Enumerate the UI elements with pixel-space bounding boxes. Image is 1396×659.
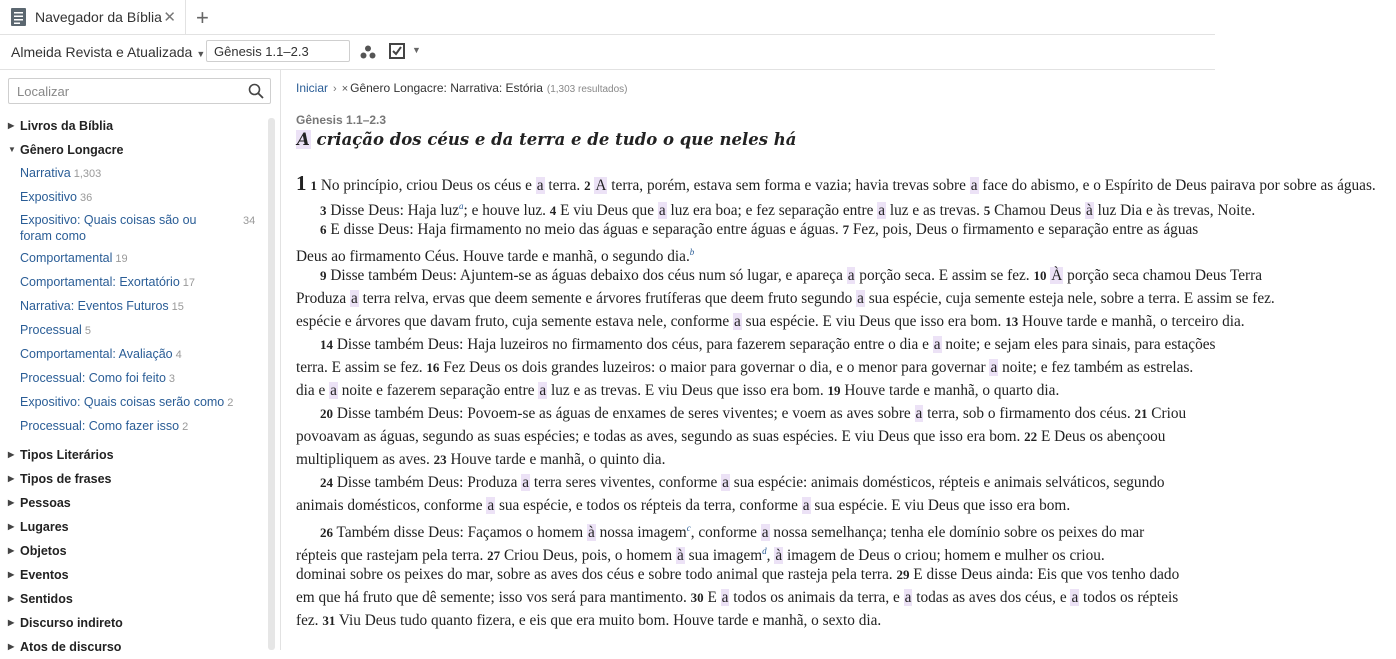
expand-icon: ▶ bbox=[8, 546, 15, 555]
expand-icon: ▶ bbox=[8, 642, 15, 651]
sidebar bbox=[0, 70, 281, 654]
chevron-down-icon: ▼ bbox=[196, 49, 206, 59]
tab-bar bbox=[0, 0, 1215, 35]
plus-icon[interactable]: + bbox=[196, 5, 209, 30]
tree-node-senses[interactable]: ▶ Sentidos bbox=[0, 587, 266, 611]
passage-text: 1 1 No princípio, criou Deus os céus e a terra. 2 A terra, porém, estava sem forma e vazia; havia trevas sobre a face do abismo, e o Espírito de Deus pairava por sobre as águas. 3 Disse Deus: Haja luz$^a$; e houve luz. 4 E viu Deus que a luz era boa; e fez separação entre a luz e as trevas. 5 Chamou Deus à luz Dia e às trevas, Noite. 6 E disse Deus: Haja firmamento no meio das águas e separação entre águas e águas. 7 Fez, pois, Deus o firmamento e separação entre as águas Deus ao firmamento Céus. Houve tarde e manhã, o segundo dia.$^b$ 9 Disse também Deus: Ajuntem-se as águas debaixo dos céus num só lugar, e apareça a porção seca. E assim se fez. 10 À porção seca chamou Deus Terra Produza a terra relva, ervas que deem semente e árvores frutíferas que deem fruto segundo a sua espécie, cuja semente esteja nele, sobre a terra. E assim se fez. espécie e árvores que davam fruto, cuja semente estava nele, conforme a sua espécie. E viu Deus que isso era bom. 13 Houve tarde e manhã, o terceiro dia. 14 Disse também Deus: Haja luzeiros no firmamento dos céus, para fazerem separação entre o dia e a noite; e sejam eles para sinais, para estações terra. E assim se fez. 16 Fez Deus os dois grandes luzeiros: o maior para governar o dia, e o menor para governar a noite; e fez também as estrelas. dia e a noite e fazerem separação entre a luz e as trevas. E viu Deus que isso era bom. 19 Houve tarde e manhã, o quarto dia. 20 Disse também Deus: Povoem-se as águas de enxames de seres viventes; e voem as aves sobre a terra, sob o firmamento dos céus. 21 Criou povoavam as águas, segundo as suas espécies; e todas as aves, segundo as suas espécies. E viu Deus que isso era bom. 22 E Deus os abençoou multipliquem as aves. 23 Houve tarde e manhã, o quinto dia. 24 Disse também Deus: Produza a terra seres viventes, conforme a sua espécie: animais domésticos, répteis e animais selváticos, segundo animais domésticos, conforme a sua espécie, e todos os répteis da terra, conforme a sua espécie. E viu Deus que isso era bom. 26 Também disse Deus: Façamos o homem à nossa imagem$^c$, conforme a nossa semelhança; tenha ele domínio sobre os peixes do mar répteis que rastejam pela terra. 27 Criou Deus, pois, o homem à sua imagem$^d$, à imagem de Deus o criou; homem e mulher os criou. dominai sobre os peixes do mar, sobre as aves dos céus e sobre todo animal que rasteja pela terra. 29 E disse Deus ainda: Eis que vos tenho dado em que há fruto que dê semente; isso vos será para mantimento. 30 E a todos os animais da terra, e a todas as aves dos céus, e a todos os répteis fez. 31 Viu Deus tudo quanto fizera, e eis que era muito bom. Houve tarde e manhã, o sexto dia. bbox=[296, 171, 1376, 629]
chevron-down-icon[interactable]: ▼ bbox=[412, 45, 421, 55]
genre-item[interactable]: Processual: Como fazer isso 2 bbox=[20, 419, 189, 433]
tree-node-speech-acts[interactable]: ▶ Atos de discurso bbox=[0, 635, 266, 659]
tree-node-literary-types[interactable]: ▶ Tipos Literários bbox=[0, 443, 266, 467]
visual-filter-icon[interactable] bbox=[360, 45, 376, 59]
result-count: (1,303 resultados) bbox=[546, 84, 628, 95]
search-input[interactable] bbox=[15, 83, 239, 100]
genre-item[interactable]: Processual: Como foi feito 3 bbox=[20, 371, 176, 385]
expand-icon: ▶ bbox=[8, 522, 15, 531]
genre-item[interactable]: Narrativa 1,303 bbox=[20, 166, 102, 180]
toolbar bbox=[0, 35, 1215, 70]
remove-filter-icon[interactable]: × bbox=[341, 83, 349, 95]
genre-item[interactable]: Expositivo 36 bbox=[20, 190, 93, 204]
expand-icon: ▶ bbox=[8, 570, 15, 579]
passage-pane bbox=[281, 70, 1376, 650]
tree-node-indirect-speech[interactable]: ▶ Discurso indireto bbox=[0, 611, 266, 635]
reference-input[interactable]: Gênesis 1.1–2.3 bbox=[206, 40, 350, 62]
tree-node-people[interactable]: ▶ Pessoas bbox=[0, 491, 266, 515]
breadcrumb bbox=[296, 81, 628, 95]
expand-icon: ▶ bbox=[8, 121, 15, 130]
breadcrumb-filter: Gênero Longacre: Narrativa: Estória bbox=[350, 81, 543, 95]
facet-tree bbox=[0, 114, 266, 659]
expand-icon: ▶ bbox=[8, 450, 15, 459]
tree-node-places[interactable]: ▶ Lugares bbox=[0, 515, 266, 539]
tree-node-sentence-types[interactable]: ▶ Tipos de frases bbox=[0, 467, 266, 491]
sidebar-scrollbar[interactable] bbox=[268, 118, 275, 650]
search-box bbox=[8, 78, 271, 104]
genre-item[interactable]: Expositivo: Quais coisas serão como 2 bbox=[20, 395, 234, 409]
close-icon[interactable]: ✕ bbox=[163, 9, 176, 26]
expand-icon: ▶ bbox=[8, 594, 15, 603]
section-heading: A criação dos céus e da terra e de tudo o que neles há bbox=[297, 130, 797, 149]
expand-icon: ▶ bbox=[8, 474, 15, 483]
version-label: Almeida Revista e Atualizada bbox=[11, 44, 193, 60]
document-icon bbox=[10, 7, 27, 27]
breadcrumb-home-link[interactable]: Iniciar bbox=[296, 81, 329, 95]
genre-item[interactable]: Comportamental: Exortatório 17 bbox=[20, 275, 196, 289]
collapse-icon: ▼ bbox=[8, 145, 16, 154]
chevron-right-icon: › bbox=[333, 83, 337, 95]
tree-node-events[interactable]: ▶ Eventos bbox=[0, 563, 266, 587]
tree-node-longacre-genre[interactable]: ▼ Gênero Longacre bbox=[0, 138, 266, 162]
genre-item[interactable]: Processual 5 bbox=[20, 323, 91, 337]
tab-bible-browser[interactable] bbox=[0, 0, 186, 34]
tree-node-objects[interactable]: ▶ Objetos bbox=[0, 539, 266, 563]
genre-item[interactable]: Narrativa: Eventos Futuros 15 bbox=[20, 299, 184, 313]
passage-reference: Gênesis 1.1–2.3 bbox=[296, 113, 387, 127]
expand-icon: ▶ bbox=[8, 618, 15, 627]
search-icon[interactable] bbox=[248, 83, 264, 99]
tree-node-books[interactable]: ▶ Livros da Bíblia bbox=[0, 114, 266, 138]
version-selector[interactable] bbox=[11, 44, 205, 60]
genre-item[interactable]: Comportamental: Avaliação 4 bbox=[20, 347, 182, 361]
tab-title: Navegador da Bíblia bbox=[35, 9, 162, 25]
expand-icon: ▶ bbox=[8, 498, 15, 507]
checklist-icon[interactable] bbox=[389, 43, 405, 59]
genre-item[interactable]: Comportamental 19 bbox=[20, 251, 128, 265]
genre-item[interactable]: Expositivo: Quais coisas são ou foram como 34 bbox=[20, 213, 256, 243]
